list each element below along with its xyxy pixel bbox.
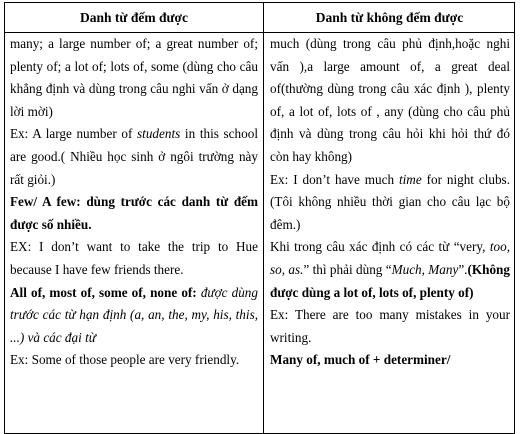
column-divider — [263, 3, 264, 433]
example-text: in this school are good.( Nhiều học sinh ở ngôi trường này rất giỏi.) — [10, 126, 258, 187]
rule-emphasis: Much, Many — [391, 261, 459, 277]
example-text: Ex: A large number of — [10, 126, 138, 142]
header-countable-nouns: Danh từ đếm được — [79, 10, 189, 25]
many-of-rule: Many of, much of + determiner/ — [270, 352, 451, 368]
comparison-table — [4, 2, 515, 434]
much-many-example: Ex: There are too many mistakes in your writing. — [270, 307, 510, 345]
rule-text: ” thì phải dùng “ — [303, 261, 392, 277]
few-example: EX: I don’t want to take the trip to Hue because I have few friends there. — [10, 239, 258, 277]
rule-description: được dùng trước các từ hạn định (a, an, the, my, his, this, ...) và các đại từ — [10, 284, 258, 345]
countable-example-1 — [10, 123, 258, 191]
example-text: for night clubs. (Tôi không nhiều thời gian cho câu lạc bộ đêm.) — [270, 171, 510, 232]
rule-warning: (Không được dùng a lot of, lots of, plenty of) — [270, 261, 510, 300]
uncountable-quantifiers-text: much (dùng trong câu phủ định,hoặc nghi vấn ),a large amount of, a great deal of(thường dùng trong câu xác định ), plenty of, a lot of, lots of , any (dùng cho câu phủ định và dùng trong câu hỏi khi hỏi thứ đó còn hay không) — [270, 36, 510, 164]
countable-quantifiers-text: many; a large number of; a great number of; plenty of; a lot of; lots of, some (dùng cho câu khẳng định và dùng trong câu nghi vấn ở dạng lời mời) — [10, 36, 258, 119]
example-emphasis: time — [398, 171, 422, 187]
example-emphasis: students — [137, 126, 181, 142]
all-of-example: Ex: Some of those people are very friendly. — [10, 352, 240, 368]
rule-text: Khi trong câu xác định có các từ “very, — [270, 239, 490, 255]
all-of-rule — [10, 282, 258, 350]
rule-heading: All of, most of, some of, none of: — [10, 284, 197, 300]
header-uncountable-nouns: Danh từ không đếm được — [315, 10, 464, 25]
rule-emphasis: too, so, as. — [270, 239, 510, 277]
few-rule: Few/ A few: dùng trước các danh từ đếm được số nhiều. — [10, 194, 258, 232]
countable-column — [10, 33, 258, 372]
rule-text: ”. — [458, 261, 468, 277]
much-many-rule — [270, 236, 510, 304]
example-text: Ex: I don’t have much — [270, 171, 399, 187]
uncountable-example-1 — [270, 169, 510, 237]
uncountable-column — [270, 33, 510, 372]
